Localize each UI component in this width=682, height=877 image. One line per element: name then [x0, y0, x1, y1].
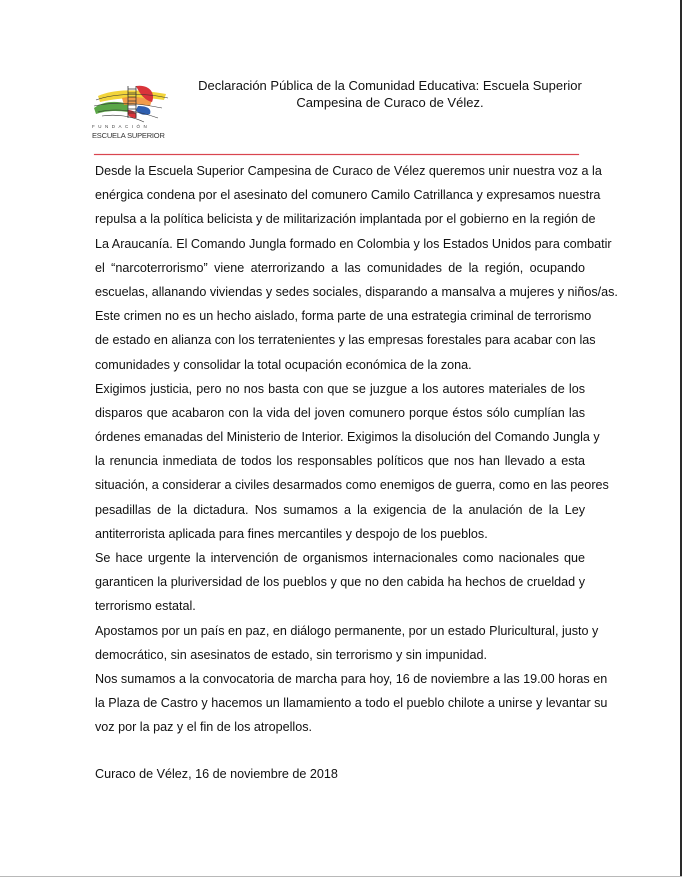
- paragraph: [95, 619, 599, 667]
- title-line-2: Campesina de Curaco de Vélez.: [296, 95, 484, 110]
- document-title: [190, 77, 590, 111]
- foundation-logo-icon: [92, 80, 170, 124]
- logo-caption-fundacion: FUNDACIÓN: [92, 124, 151, 129]
- logo-caption-escuela: ESCUELA SUPERIOR: [92, 131, 165, 140]
- paragraph-line: la Plaza de Castro y hacemos un llamamiento a todo el pueblo chilote a unirse y levantar su: [95, 696, 608, 711]
- paragraph-line: el “narcoterrorismo” viene aterrorizando a las comunidades de la región, ocupando: [95, 260, 585, 275]
- paragraph-line: escuelas, allanando viviendas y sedes sociales, disparando a mansalva a mujeres y niños/as.: [95, 284, 618, 299]
- title-line-1: Declaración Pública de la Comunidad Educativa: Escuela Superior: [198, 78, 582, 93]
- paragraph-line: antiterrorista aplicada para fines mercantiles y despojo de los pueblos.: [95, 526, 488, 541]
- paragraph-line: Exigimos justicia, pero no nos basta con que se juzgue a los autores materiales de los: [95, 381, 585, 396]
- paragraph-line: pesadillas de la dictadura. Nos sumamos a la exigencia de la anulación de la Ley: [95, 502, 585, 517]
- paragraph: [95, 159, 618, 377]
- paragraph-line: voz por la paz y el fin de los atropellos.: [95, 720, 313, 735]
- paragraph-line: situación, a considerar a civiles desarmados como enemigos de guerra, como en las peores: [95, 478, 609, 493]
- paragraph-line: comunidades y consolidar la total ocupación económica de la zona.: [95, 357, 472, 372]
- paragraph: [95, 667, 608, 740]
- paragraph-line: Este crimen no es un hecho aislado, forma parte de una estrategia criminal de terrorismo: [95, 309, 592, 324]
- paragraph-line: Nos sumamos a la convocatoria de marcha para hoy, 16 de noviembre a las 19.00 horas en: [95, 671, 608, 686]
- foundation-logo: [92, 80, 170, 142]
- signature-place-date: Curaco de Vélez, 16 de noviembre de 2018: [95, 767, 338, 781]
- paragraph-line: Apostamos por un país en paz, en diálogo permanente, por un estado Pluricultural, justo y: [95, 623, 599, 638]
- paragraph-line: la renuncia inmediata de todos los responsables políticos que nos han llevado a esta: [95, 454, 585, 469]
- paragraph: [95, 546, 585, 619]
- paragraph-line: Se hace urgente la intervención de organismos internacionales como nacionales que: [95, 551, 585, 565]
- header-divider: [94, 154, 579, 155]
- paragraph-line: repulsa a la política belicista y de militarización implantada por el gobierno en la región de: [95, 212, 596, 227]
- paragraph-line: órdenes emanadas del Ministerio de Interior. Exigimos la disolución del Comando Jungla y: [95, 430, 600, 445]
- document-body: [95, 159, 618, 740]
- paragraph-line: terrorismo estatal.: [95, 599, 196, 614]
- paragraph-line: democrático, sin asesinatos de estado, sin terrorismo y sin impunidad.: [95, 647, 487, 662]
- paragraph: [95, 377, 609, 546]
- paragraph-line: garanticen la pluriversidad de los pueblos y que no den cabida ha hechos de crueldad y: [95, 575, 585, 590]
- paragraph-line: enérgica condena por el asesinato del comunero Camilo Catrillanca y expresamos nuestra: [95, 188, 601, 203]
- paragraph-line: Desde la Escuela Superior Campesina de Curaco de Vélez queremos unir nuestra voz a la: [95, 164, 602, 178]
- paragraph-line: disparos que acabaron con la vida del joven comunero porque éstos sólo cumplían las: [95, 405, 585, 420]
- paragraph-line: de estado en alianza con los terratenientes y las empresas forestales para acabar con las: [95, 333, 596, 348]
- paragraph-line: La Araucanía. El Comando Jungla formado en Colombia y los Estados Unidos para combatir: [95, 236, 612, 251]
